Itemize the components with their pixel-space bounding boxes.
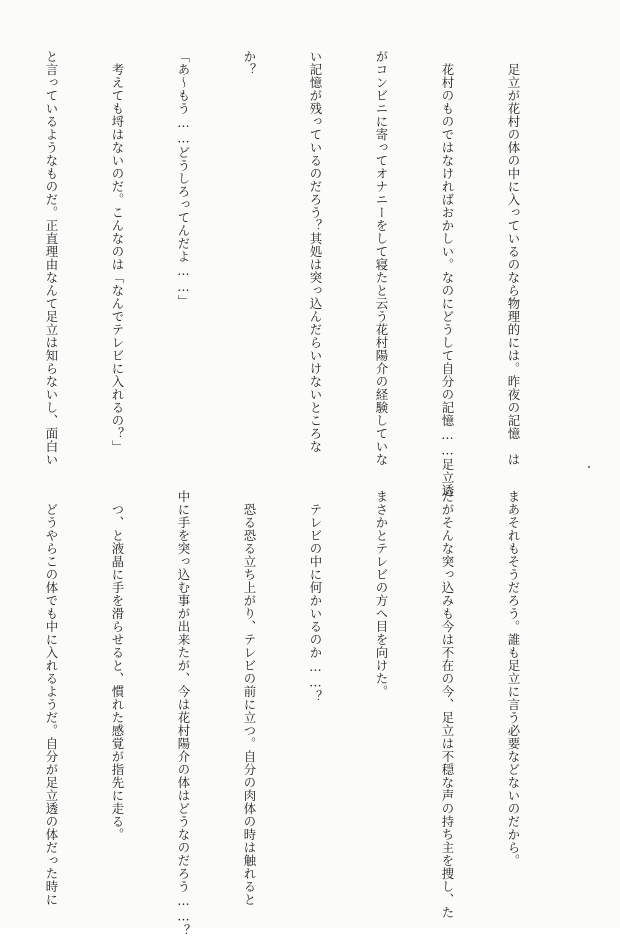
text-line: がコンビニに寄ってオナニーをして寝たと云う花村陽介の経験していな: [374, 50, 389, 466]
text-line: 恐る恐る立ち上がり、テレビの前に立つ。自分の肉体の時は触れると: [242, 490, 257, 906]
text-line: 考えても埒はないのだ。こんなのは「なんでテレビに入れるの？」: [110, 50, 125, 453]
text-line: 中に手を突っ込む事が出来たが、今は花村陽介の体はどうなのだろう……？: [176, 490, 191, 937]
text-line: どうやらこの体でも中に入れるようだ。自分が足立透の体だった時に: [44, 490, 59, 906]
text-line: 足立が花村の体の中に入っているのなら物理的には。昨夜の記憶 は: [506, 50, 521, 466]
text-line: い記憶が残っているのだろう？其処は突っ込んだらいけないところな: [308, 50, 323, 453]
bottom-text-block: [44, 490, 568, 937]
text-line: つ、と液晶に手を滑らせると、慣れた感覚が指先に走る。: [110, 490, 125, 841]
text-line: か？: [242, 50, 257, 76]
text-line: だがそんな突っ込みも今は不在の今、足立は不穏な声の持ち主を捜し、た: [440, 490, 455, 919]
text-line: まさかとテレビの方へ目を向けた。: [374, 490, 389, 698]
text-line: 花村のものではなければおかしい。なのにどうして自分の記憶……足立透: [440, 50, 455, 498]
text-line: と言っているようなものだ。正直理由なんて足立は知らないし、面白い: [44, 50, 59, 466]
top-text-block: [44, 50, 568, 498]
text-line: テレビの中に何かいるのか……？: [308, 490, 323, 704]
scan-speck: [588, 466, 590, 468]
text-line: 「あ〜もう……どうしろってんだよ……」: [176, 50, 191, 308]
text-line: まあそれもそうだろう。誰も足立に言う必要などないのだから。: [506, 490, 521, 867]
